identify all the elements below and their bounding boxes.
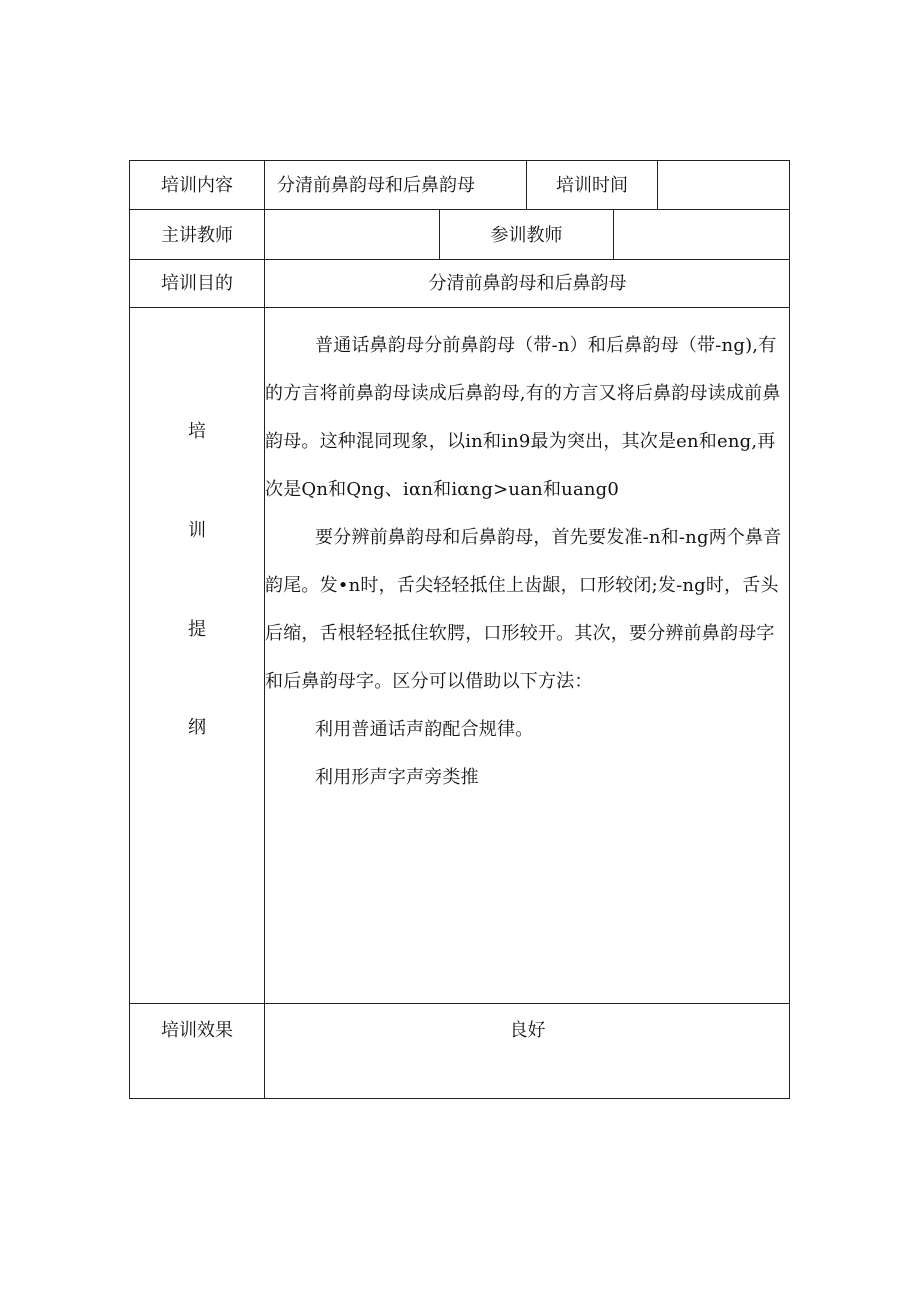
row-divider bbox=[129, 307, 790, 308]
outline-label-char: 训 bbox=[188, 520, 206, 541]
outline-method-item: 利用普通话声韵配合规律。 bbox=[315, 719, 534, 740]
outline-label-char: 培 bbox=[188, 421, 206, 442]
row-divider bbox=[129, 1003, 790, 1004]
effect-label: 培训效果 bbox=[161, 1020, 233, 1041]
outline-label-char: 纲 bbox=[188, 717, 206, 738]
time-label: 培训时间 bbox=[556, 175, 628, 196]
column-divider bbox=[657, 160, 658, 210]
purpose-label: 培训目的 bbox=[161, 273, 233, 294]
outline-paragraph: 普通话鼻韵母分前鼻韵母（带-n）和后鼻韵母（带-ng),有的方言将前鼻韵母读成后鼻韵母,有的方言又将后鼻韵母读成前鼻韵母。这种混同现象，以in和in9最为突出，其次是en和eng,再次是Qn和Qng、iαn和iαng>uan和uang0 bbox=[265, 335, 781, 500]
effect-value: 良好 bbox=[509, 1020, 546, 1041]
time-value[interactable] bbox=[665, 175, 785, 197]
content-label: 培训内容 bbox=[161, 175, 233, 196]
content-value: 分清前鼻韵母和后鼻韵母 bbox=[277, 175, 475, 196]
participant-label: 参训教师 bbox=[490, 225, 563, 246]
outline-body bbox=[265, 322, 791, 802]
lead-teacher-label: 主讲教师 bbox=[161, 225, 233, 246]
outline-method-item: 利用形声字声旁类推 bbox=[315, 767, 479, 788]
outline-label-char: 提 bbox=[188, 619, 206, 640]
column-divider bbox=[613, 209, 614, 260]
row-divider bbox=[129, 259, 790, 260]
purpose-value: 分清前鼻韵母和后鼻韵母 bbox=[428, 273, 627, 294]
lead-teacher-value[interactable] bbox=[270, 225, 435, 247]
outline-paragraph: 要分辨前鼻韵母和后鼻韵母，首先要发准-n和-ng两个鼻音韵尾。发•n时，舌尖轻轻抵住上齿龈，口形较闭;发-ng时，舌头后缩，舌根轻轻抵住软腭，口形较开。其次，要分辨前鼻韵母字和后鼻韵母字。区分可以借助以下方法： bbox=[265, 527, 782, 692]
row-divider bbox=[129, 209, 790, 210]
participant-value[interactable] bbox=[618, 225, 786, 247]
